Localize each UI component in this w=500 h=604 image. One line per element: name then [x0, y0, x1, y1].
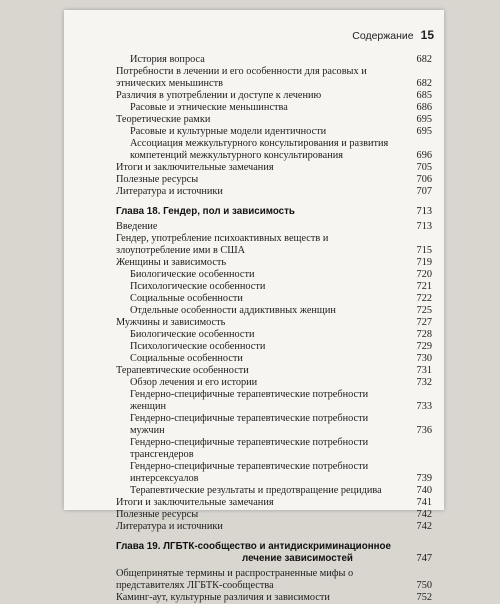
toc-entry[interactable] — [116, 114, 432, 126]
toc-entry[interactable] — [116, 509, 432, 521]
toc-entry[interactable] — [116, 341, 432, 353]
toc-entry-page: 729 — [416, 341, 432, 352]
toc-entry-text: Гендерно-специфичные терапевтические потребности мужчин — [130, 413, 369, 436]
toc-entry-page: 732 — [416, 377, 432, 388]
toc-entry[interactable] — [116, 461, 432, 485]
toc-entry-text: Биологические особенности — [130, 329, 255, 340]
toc-entry-page: 705 — [416, 162, 432, 173]
chapter-19-page: 747 — [416, 553, 432, 564]
chapter-19-title-line2: лечение зависимостей — [242, 553, 353, 564]
toc-entry-page: 715 — [416, 245, 432, 256]
toc-entry-text: Социальные особенности — [130, 293, 243, 304]
toc-entry[interactable] — [116, 377, 432, 389]
toc-entry-page: 742 — [416, 509, 432, 520]
toc-entry-page: 695 — [416, 126, 432, 137]
toc-entry[interactable] — [116, 102, 432, 114]
toc-entry[interactable] — [116, 138, 432, 162]
toc-entry-text: Мужчины и зависимость — [116, 317, 226, 328]
toc-entry-page: 736 — [416, 425, 432, 436]
running-header — [64, 28, 434, 42]
toc-entry[interactable] — [116, 568, 432, 592]
toc-entry-page: 750 — [416, 580, 432, 591]
toc-entry[interactable] — [116, 592, 432, 604]
toc-entry-page: 696 — [416, 150, 432, 161]
toc-entry-page: 707 — [416, 186, 432, 197]
toc-entry-page: 733 — [416, 401, 432, 412]
toc-entry[interactable] — [116, 317, 432, 329]
toc-entry[interactable] — [116, 174, 432, 186]
toc-entry-page: 713 — [416, 221, 432, 232]
chapter-19-title-line1: Глава 19. ЛГБТК-сообщество и антидискриминационное — [116, 541, 391, 552]
toc-entry-text: Биологические особенности — [130, 269, 255, 280]
toc-entry-text: Психологические особенности — [130, 341, 266, 352]
toc-entry-page: 721 — [416, 281, 432, 292]
toc-entry-text: Социальные особенности — [130, 353, 243, 364]
book-page — [64, 10, 444, 603]
toc-entry-page: 685 — [416, 90, 432, 101]
toc-entry[interactable] — [116, 437, 432, 461]
toc-entry-page: 752 — [416, 592, 432, 603]
toc-entry-text: Ассоциация межкультурного консультирования и развития компетенций межкультурного консультирования — [130, 138, 389, 161]
toc-entry[interactable] — [116, 281, 432, 293]
toc-entry-text: Обзор лечения и его истории — [130, 377, 258, 388]
toc-entry-text: Теоретические рамки — [116, 114, 211, 125]
toc-entry-page: 682 — [416, 78, 432, 89]
toc-entry-text: Различия в употреблении и доступе к лечению — [116, 90, 322, 101]
chapter-18-heading[interactable] — [116, 206, 432, 218]
toc-entry[interactable] — [116, 293, 432, 305]
toc-entry-text: Полезные ресурсы — [116, 174, 199, 185]
toc-entry-page: 682 — [416, 54, 432, 65]
toc-entry-text: Потребности в лечении и его особенности для расовых и этнических меньшинств — [116, 66, 367, 89]
toc-entry[interactable] — [116, 233, 432, 257]
toc-entry-text: Общепринятые термины и распространенные мифы о представителях ЛГБТК-сообщества — [116, 568, 354, 591]
toc-entry[interactable] — [116, 90, 432, 102]
toc-entry-page: 728 — [416, 329, 432, 340]
toc-entry-page: 720 — [416, 269, 432, 280]
toc-entry-page: 740 — [416, 485, 432, 496]
toc-entry[interactable] — [116, 269, 432, 281]
toc-entry-text: Полезные ресурсы — [116, 509, 199, 520]
toc-entry-page: 731 — [416, 365, 432, 376]
toc-entry-text: Литература и источники — [116, 186, 223, 197]
toc-entry-page: 741 — [416, 497, 432, 508]
toc-entry[interactable] — [116, 497, 432, 509]
toc-entry-page: 722 — [416, 293, 432, 304]
toc-entry-text: Итоги и заключительные замечания — [116, 497, 274, 508]
toc-entry-page: 719 — [416, 257, 432, 268]
chapter-19-heading[interactable] — [116, 541, 432, 565]
header-title: Содержание — [352, 30, 414, 42]
toc-entry-page: 730 — [416, 353, 432, 364]
toc-entry-page: 727 — [416, 317, 432, 328]
toc-entry[interactable] — [116, 257, 432, 269]
toc-entry-text: Психологические особенности — [130, 281, 266, 292]
toc-entry[interactable] — [116, 353, 432, 365]
toc-entry-text: Терапевтические результаты и предотвращение рецидива — [130, 485, 382, 496]
toc-block-3 — [116, 568, 432, 604]
toc-entry[interactable] — [116, 389, 432, 413]
toc-entry-text: Отдельные особенности аддиктивных женщин — [130, 305, 336, 316]
toc-entry[interactable] — [116, 413, 432, 437]
toc-entry-text: История вопроса — [130, 54, 205, 65]
toc-entry-text: Гендер, употребление психоактивных веществ и злоупотребление ими в США — [116, 233, 329, 256]
toc-entry[interactable] — [116, 221, 432, 233]
toc-entry-text: Литература и источники — [116, 521, 223, 532]
toc-entry[interactable] — [116, 186, 432, 198]
toc-entry-page: 725 — [416, 305, 432, 316]
toc-entry[interactable] — [116, 485, 432, 497]
toc-entry[interactable] — [116, 329, 432, 341]
toc-entry[interactable] — [116, 521, 432, 533]
toc-block-2 — [116, 221, 432, 533]
toc-entry-text: Расовые и культурные модели идентичности — [130, 126, 327, 137]
toc-entry-text: Введение — [116, 221, 158, 232]
toc-entry-text: Итоги и заключительные замечания — [116, 162, 274, 173]
chapter-18-page: 713 — [416, 206, 432, 217]
toc-entry-page: 739 — [416, 473, 432, 484]
toc-entry[interactable] — [116, 54, 432, 66]
chapter-18-title: Глава 18. Гендер, пол и зависимость — [116, 206, 295, 217]
toc-entry-text: Гендерно-специфичные терапевтические потребности трансгендеров — [130, 437, 369, 460]
toc-entry[interactable] — [116, 365, 432, 377]
toc-entry[interactable] — [116, 66, 432, 90]
toc-entry-text: Женщины и зависимость — [116, 257, 227, 268]
header-page-number: 15 — [420, 28, 434, 42]
toc-entry-text: Каминг-аут, культурные различия и зависимости — [116, 592, 330, 603]
toc-entry-text: Гендерно-специфичные терапевтические потребности интерсексуалов — [130, 461, 369, 484]
toc-entry-page: 686 — [416, 102, 432, 113]
toc-entry-text: Гендерно-специфичные терапевтические потребности женщин — [130, 389, 369, 412]
toc-entry[interactable] — [116, 126, 432, 138]
toc-entry[interactable] — [116, 305, 432, 317]
toc-entry-page: 706 — [416, 174, 432, 185]
table-of-contents — [116, 54, 432, 604]
toc-entry-page: 695 — [416, 114, 432, 125]
toc-entry-text: Терапевтические особенности — [116, 365, 249, 376]
toc-entry-page: 742 — [416, 521, 432, 532]
toc-entry[interactable] — [116, 162, 432, 174]
toc-block-1 — [116, 54, 432, 198]
toc-entry-text: Расовые и этнические меньшинства — [130, 102, 288, 113]
